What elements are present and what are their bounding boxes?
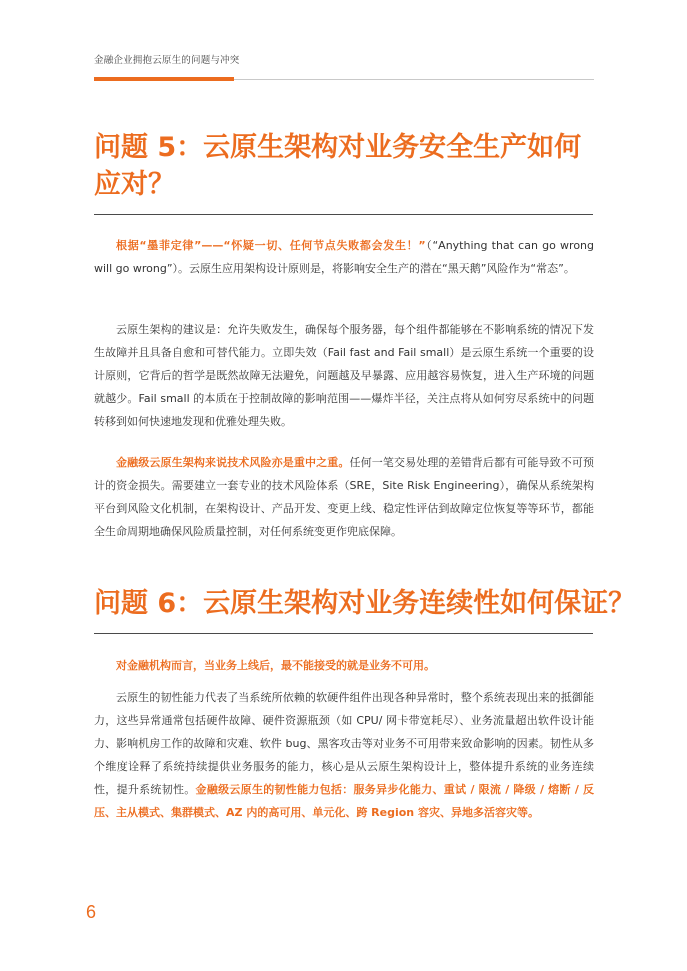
- section-5-paragraph-3-text: 任何一笔交易处理的差错背后都有可能导致不可预计的资金损失。需要建立一套专业的技术风险体系（SRE，Site Risk Engineering），确保从系统架构平台到风险文化机制，在架构设计、产品开发、变更上线、稳定性评估到故障定位恢复等等环节，都能全生命周期地确保风险质量控制，对任何系统变更作兜底保障。: [94, 456, 594, 538]
- section-6-paragraph-2-highlight: 金融级云原生的韧性能力包括：服务异步化能力、重试 / 限流 / 降级 / 熔断 / 反压、主从模式、集群模式、AZ 内的高可用、单元化、跨 Region 容灾、异地多活容灾等。: [94, 783, 594, 819]
- page-number: 6: [86, 902, 97, 922]
- header-title: 金融企业拥抱云原生的问题与冲突: [94, 55, 240, 66]
- section-5-paragraph-1: [94, 234, 594, 280]
- section-5-paragraph-2: [94, 318, 594, 433]
- section-6-paragraph-1: [94, 654, 594, 677]
- section-5-paragraph-1-highlight: 根据“墨菲定律”——“怀疑一切、任何节点失败都会发生！”: [116, 239, 426, 252]
- section-6-heading: 问题 6：云原生架构对业务连续性如何保证？: [94, 588, 636, 619]
- section-5-paragraph-1-text: （“Anything that can go wrong will go wrong”）。云原生应用架构设计原则是，将影响安全生产的潜在“黑天鹅”风险作为“常态”。: [94, 239, 594, 275]
- section-5-paragraph-3: [94, 451, 594, 543]
- section-6-paragraph-2: [94, 686, 594, 824]
- header-accent-bar: [94, 77, 234, 81]
- section-6-heading-rule: [94, 633, 593, 634]
- section-6-paragraph-2-text: 云原生的韧性能力代表了当系统所依赖的软硬件组件出现各种异常时，整个系统表现出来的抵御能力，这些异常通常包括硬件故障、硬件资源瓶颈（如 CPU/ 网卡带宽耗尽）、业务流量超出软件设计能力、影响机房工作的故障和灾难、软件 bug、黑客攻击等对业务不可用带来致命影响的因素。韧性从多个维度诠释了系统持续提供业务服务的能力，核心是从云原生架构设计上，整体提升系统的业务连续性，提升系统韧性。: [94, 691, 594, 796]
- section-5-heading-line1: 问题 5：云原生架构对业务安全生产如何: [94, 132, 582, 163]
- section-5-heading-line2: 应对？: [94, 169, 175, 200]
- section-5-paragraph-2-text: 云原生架构的建议是：允许失败发生，确保每个服务器，每个组件都能够在不影响系统的情况下发生故障并且具备自愈和可替代能力。立即失效（Fail fast and Fail small）是云原生系统一个重要的设计原则，它背后的哲学是既然故障无法避免，问题越及早暴露、应用越容易恢复，进入生产环境的问题就越少。Fail small 的本质在于控制故障的影响范围——爆炸半径，关注点将从如何穷尽系统中的问题转移到如何快速地发现和优雅处理失败。: [94, 323, 594, 428]
- section-5-paragraph-3-highlight: 金融级云原生架构来说技术风险亦是重中之重。: [116, 456, 350, 469]
- section-5-heading-rule: [94, 214, 593, 215]
- section-6-paragraph-1-highlight: 对金融机构而言，当业务上线后，最不能接受的就是业务不可用。: [116, 659, 435, 672]
